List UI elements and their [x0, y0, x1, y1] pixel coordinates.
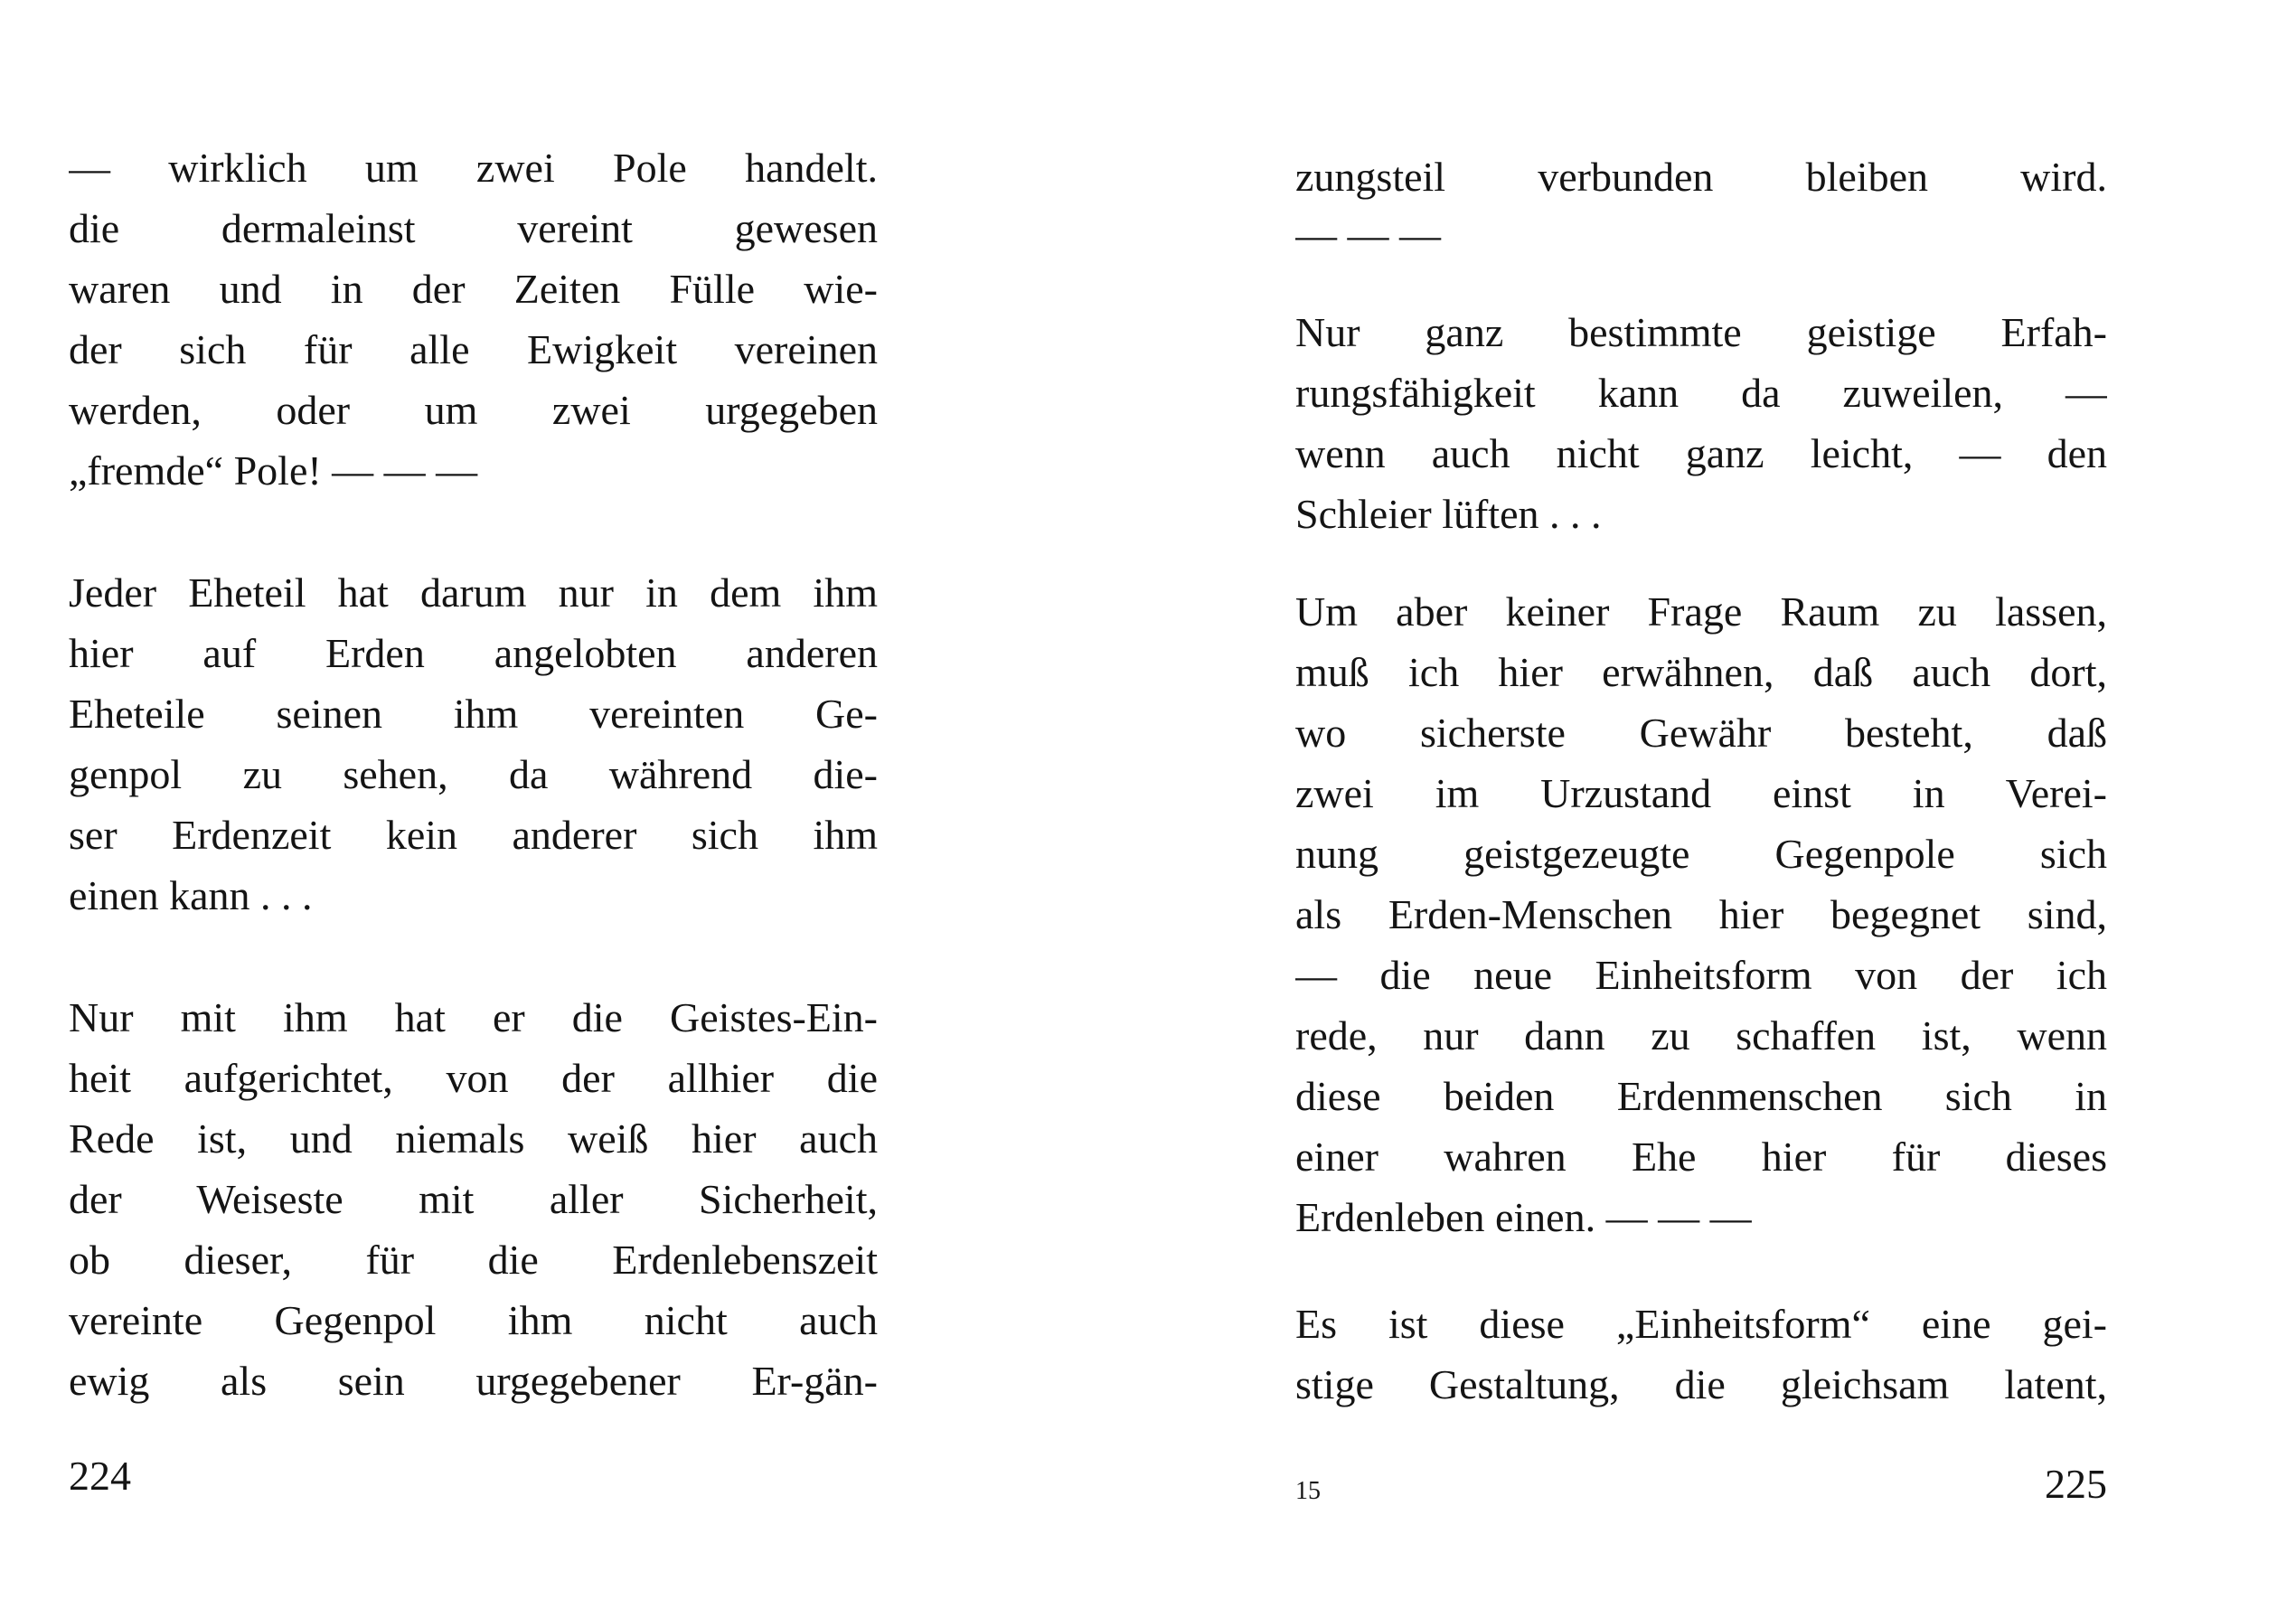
text-line: rede, nur dann zu schaffen ist, wenn — [1295, 1012, 2107, 1059]
text-line: Nur ganz bestimmte geistige Erfah- — [1295, 309, 2107, 355]
text-line: Jeder Eheteil hat darum nur in dem ihm — [69, 569, 878, 616]
text-line: hier auf Erden angelobten anderen — [69, 630, 878, 676]
text-line: stige Gestaltung, die gleichsam latent, — [1295, 1361, 2107, 1407]
text-line: heit aufgerichtet, von der allhier die — [69, 1055, 878, 1101]
text-line: die dermaleinst vereint gewesen — [69, 205, 878, 251]
text-line: einen kann . . . — [69, 872, 313, 918]
text-line: zungsteil verbunden bleiben wird. — [1295, 154, 2107, 200]
text-line: der sich für alle Ewigkeit vereinen — [69, 326, 878, 372]
text-line: nung geistgezeugte Gegenpole sich — [1295, 831, 2107, 877]
page-number: 224 — [69, 1453, 131, 1499]
text-line: genpol zu sehen, da während die- — [69, 751, 878, 797]
text-line: zwei im Urzustand einst in Verei- — [1295, 770, 2107, 816]
text-line: Erdenleben einen. — — — — [1295, 1194, 1752, 1240]
text-line: waren und in der Zeiten Fülle wie- — [69, 266, 878, 312]
text-line: werden, oder um zwei urgegeben — [69, 387, 878, 433]
signature-mark: 15 — [1295, 1477, 1321, 1505]
text-line: diese beiden Erdenmenschen sich in — [1295, 1073, 2107, 1119]
text-line: der Weiseste mit aller Sicherheit, — [69, 1176, 878, 1222]
text-line: als Erden-Menschen hier begegnet sind, — [1295, 891, 2107, 937]
text-line: ob dieser, für die Erdenlebenszeit — [69, 1237, 878, 1283]
text-line: Um aber keiner Frage Raum zu lassen, — [1295, 588, 2107, 635]
text-line: einer wahren Ehe hier für dieses — [1295, 1134, 2107, 1180]
text-line: „fremde“ Pole! — — — — [69, 447, 478, 494]
text-line: Schleier lüften . . . — [1295, 491, 1602, 537]
text-line: vereinte Gegenpol ihm nicht auch — [69, 1297, 878, 1343]
text-line: Eheteile seinen ihm vereinten Ge- — [69, 691, 878, 737]
text-line: Rede ist, und niemals weiß hier auch — [69, 1115, 878, 1162]
text-line: Es ist diese „Einheitsform“ eine gei- — [1295, 1301, 2107, 1347]
text-line: ewig als sein urgegebener Er-gän- — [69, 1358, 878, 1404]
right-page — [1148, 0, 2296, 1609]
text-line: Nur mit ihm hat er die Geistes-Ein- — [69, 994, 878, 1040]
text-line: muß ich hier erwähnen, daß auch dort, — [1295, 649, 2107, 695]
text-line: wenn auch nicht ganz leicht, — den — [1295, 430, 2107, 476]
text-line: wo sicherste Gewähr besteht, daß — [1295, 710, 2107, 756]
text-line: — die neue Einheitsform von der ich — [1295, 952, 2107, 998]
text-line: — — — — [1295, 212, 1441, 258]
page-number: 225 — [2045, 1461, 2107, 1507]
text-line: ser Erdenzeit kein anderer sich ihm — [69, 812, 878, 858]
text-line: rungsfähigkeit kann da zuweilen, — — [1295, 370, 2107, 416]
text-line: — wirklich um zwei Pole handelt. — [69, 145, 878, 191]
